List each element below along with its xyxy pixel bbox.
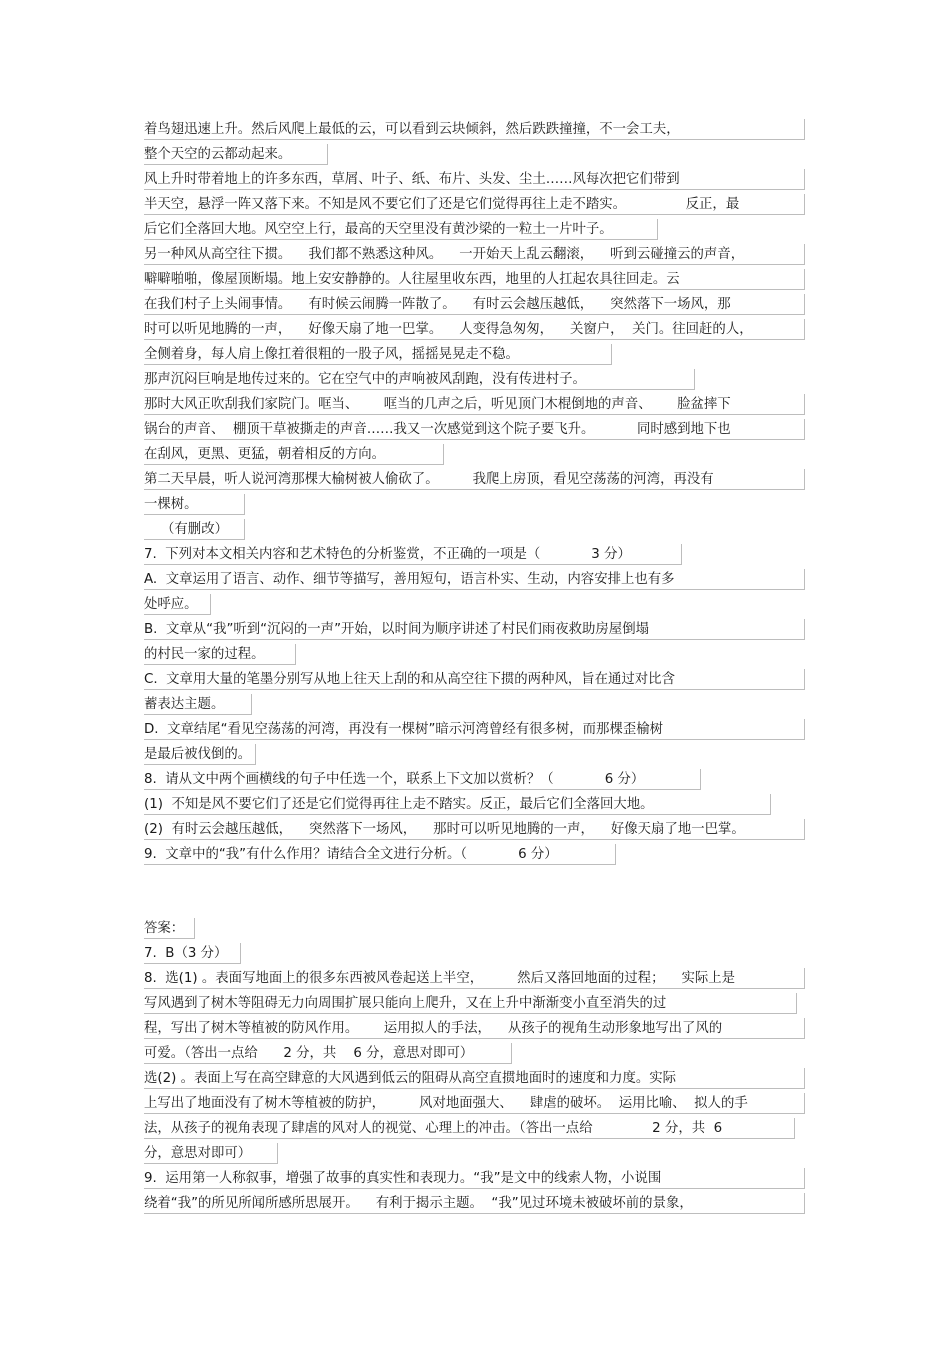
answer-line: 绕着“我”的所见所闻所感所思展开。 有利于揭示主题。 “我”见过环境未被破坏前的景象，: [144, 1193, 805, 1214]
passage-line: 整个天空的云都动起来。: [144, 144, 328, 165]
option-a-cont: 处呼应。: [144, 594, 211, 615]
answer-line: 上写出了地面没有了树木等植被的防护， 风对地面强大、 肆虐的破坏。 运用比喻、 拟人的手: [144, 1093, 805, 1114]
answer-line: 法，从孩子的视角表现了肆虐的风对人的视觉、心理上的冲击。（答出一点给 2 分，共 6: [144, 1118, 795, 1139]
question-8: 8. 请从文中两个画横线的句子中任选一个，联系上下文加以赏析？（ 6 分）: [144, 769, 701, 790]
answer-line: 可爱。（答出一点给 2 分，共 6 分，意思对即可）: [144, 1043, 512, 1064]
option-b-cont: 的村民一家的过程。: [144, 644, 296, 665]
answer-7: 7. B（3 分）: [144, 943, 241, 964]
passage-line: 半天空，悬浮一阵又落下来。不知是风不要它们了还是它们觉得再往上走不踏实。 反正，最: [144, 194, 805, 215]
option-b: B. 文章从“我”听到“沉闷的一声”开始，以时间为顺序讲述了村民们雨夜救助房屋倒塌: [144, 619, 805, 640]
passage-line: 噼噼啪啪，像屋顶断塌。地上安安静静的。人往屋里收东西，地里的人扛起农具往回走。云: [144, 269, 805, 290]
answer-line: 分，意思对即可）: [144, 1143, 278, 1164]
question-8-item-2: (2) 有时云会越压越低， 突然落下一场风， 那时可以听见地腾的一声， 好像天扇了地一巴掌。: [144, 819, 805, 840]
question-7: 7. 下列对本文相关内容和艺术特色的分析鉴赏，不正确的一项是（ 3 分）: [144, 544, 682, 565]
passage-line: 那声沉闷巨响是地传过来的。它在空气中的声响被风刮跑，没有传进村子。: [144, 369, 695, 390]
option-d-cont: 是最后被伐倒的。: [144, 744, 256, 765]
passage-line: 后它们全落回大地。风空空上行，最高的天空里没有黄沙梁的一粒土一片叶子。: [144, 219, 658, 240]
passage-line: 时可以听见地腾的一声， 好像天扇了地一巴掌。 人变得急匆匆， 关窗户， 关门。往回赶的人，: [144, 319, 805, 340]
passage-line: 一棵树。: [144, 494, 245, 515]
answer-line: 程，写出了树木等植被的防风作用。 运用拟人的手法， 从孩子的视角生动形象地写出了风的: [144, 1018, 805, 1039]
passage-line: 在我们村子上头闹事情。 有时候云闹腾一阵散了。 有时云会越压越低， 突然落下一场风，那: [144, 294, 805, 315]
answer-line: 选(2) 。表面上写在高空肆意的大风遇到低云的阻碍从高空直掼地面时的速度和力度。实际: [144, 1068, 805, 1089]
answer-heading: 答案：: [144, 918, 195, 939]
question-9: 9. 文章中的“我”有什么作用？请结合全文进行分析。（ 6 分）: [144, 844, 616, 865]
passage-line: 第二天早晨，听人说河湾那棵大榆树被人偷砍了。 我爬上房顶，看见空荡荡的河湾，再没有: [144, 469, 805, 490]
passage-line: 那时大风正吹刮我们家院门。哐当、 哐当的几声之后，听见顶门木棍倒地的声音、 脸盆摔下: [144, 394, 805, 415]
answer-8: 8. 选(1) 。表面写地面上的很多东西被风卷起送上半空， 然后又落回地面的过程； 实际上是: [144, 968, 805, 989]
passage-line: 锅台的声音、 棚顶干草被撕走的声音……我又一次感觉到这个院子要飞升。 同时感到地下也: [144, 419, 805, 440]
passage-line: 全侧着身，每人肩上像扛着很粗的一股子风，摇摇晃晃走不稳。: [144, 344, 612, 365]
question-8-item-1: (1) 不知是风不要它们了还是它们觉得再往上走不踏实。反正，最后它们全落回大地。: [144, 794, 771, 815]
option-c: C. 文章用大量的笔墨分别写从地上往天上刮的和从高空往下掼的两种风，旨在通过对比含: [144, 669, 805, 690]
passage-line: 另一种风从高空往下掼。 我们都不熟悉这种风。 一开始天上乱云翻滚， 听到云碰撞云的声音，: [144, 244, 805, 265]
option-a: A. 文章运用了语言、动作、细节等描写，善用短句，语言朴实、生动，内容安排上也有多: [144, 569, 805, 590]
answer-9: 9. 运用第一人称叙事，增强了故事的真实性和表现力。“我”是文中的线索人物，小说围: [144, 1168, 805, 1189]
passage-line: 风上升时带着地上的许多东西，草屑、叶子、纸、布片、头发、尘土……风每次把它们带到: [144, 169, 805, 190]
option-c-cont: 蓄表达主题。: [144, 694, 252, 715]
passage-line: 在刮风，更黑、更猛，朝着相反的方向。: [144, 444, 444, 465]
answer-line: 写风遇到了树木等阻碍无力向周围扩展只能向上爬升，又在上升中渐渐变小直至消失的过: [144, 993, 797, 1014]
option-d: D. 文章结尾“看见空荡荡的河湾，再没有一棵树”暗示河湾曾经有很多树，而那棵歪榆树: [144, 719, 805, 740]
source-note: （有删改）: [144, 519, 245, 540]
passage-line: 着鸟翅迅速上升。然后风爬上最低的云，可以看到云块倾斜，然后跌跌撞撞，不一会工夫，: [144, 119, 805, 140]
